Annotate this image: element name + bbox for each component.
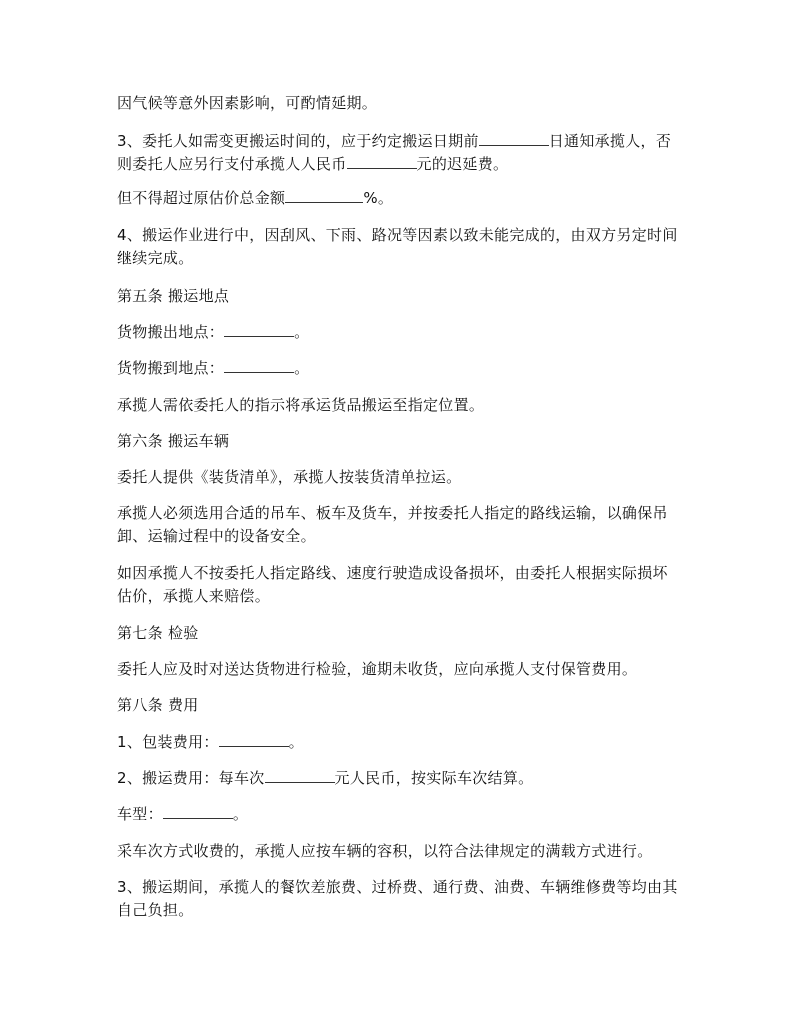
text: 。 bbox=[294, 323, 310, 341]
section-heading-7 bbox=[117, 622, 683, 645]
text: 第六条 搬运车辆 bbox=[117, 432, 230, 450]
blank-field[interactable] bbox=[285, 188, 363, 203]
text: 。 bbox=[232, 805, 249, 823]
paragraph-loading-list bbox=[117, 466, 683, 489]
text: 3、搬运期间，承揽人的餐饮差旅费、过桥费、通行费、油费、车辆维修费等均由其自己负担。 bbox=[117, 878, 678, 919]
text: 承揽人必须选用合适的吊车、板车及货车，并按委托人指定的路线运输，以确保吊卸、运输过程中的设备安全。 bbox=[117, 504, 668, 545]
text: 承揽人需依委托人的指示将承运货品搬运至指定位置。 bbox=[117, 396, 485, 414]
paragraph-inspection bbox=[117, 658, 683, 681]
paragraph-delay-weather bbox=[117, 92, 683, 115]
section-heading-6 bbox=[117, 430, 683, 453]
text: 。 bbox=[288, 733, 304, 751]
text: 2、搬运费用：每车次 bbox=[117, 769, 265, 787]
text: 4、搬运作业进行中，因刮风、下雨、路况等因素以致未能完成的，由双方另定时间继续完成。 bbox=[117, 226, 678, 267]
paragraph-expenses bbox=[117, 876, 683, 922]
paragraph-damage bbox=[117, 562, 683, 608]
text: 第五条 搬运地点 bbox=[117, 287, 230, 305]
text: 第七条 检验 bbox=[117, 624, 199, 642]
section-heading-8 bbox=[117, 694, 683, 717]
paragraph-vehicle-type bbox=[117, 803, 683, 826]
blank-field[interactable] bbox=[224, 322, 294, 337]
paragraph-change-time bbox=[117, 130, 683, 176]
paragraph-instructions bbox=[117, 394, 683, 417]
paragraph-full-load bbox=[117, 840, 683, 863]
text: 车型： bbox=[117, 805, 163, 823]
text: 货物搬出地点： bbox=[117, 323, 225, 341]
text: 元人民币，按实际车次结算。 bbox=[334, 769, 534, 787]
text: 采车次方式收费的，承揽人应按车辆的容积，以符合法律规定的满载方式进行。 bbox=[117, 842, 653, 860]
text: 1、包装费用： bbox=[117, 733, 219, 751]
blank-field[interactable] bbox=[219, 732, 289, 747]
text: 委托人应及时对送达货物进行检验，逾期未收货，应向承揽人支付保管费用。 bbox=[117, 660, 638, 678]
paragraph-packing-fee bbox=[117, 731, 683, 754]
text: 委托人提供《装货清单》，承揽人按装货清单拉运。 bbox=[117, 468, 462, 486]
section-heading-5 bbox=[117, 285, 683, 308]
text: 因气候等意外因素影响，可酌情延期。 bbox=[117, 94, 378, 112]
text: %。 bbox=[363, 189, 394, 207]
text: 元的迟延费。 bbox=[416, 155, 509, 173]
text: 3、委托人如需变更搬运时间的，应于约定搬运日期前 bbox=[117, 132, 479, 150]
paragraph-destination bbox=[117, 357, 683, 380]
blank-field[interactable] bbox=[479, 131, 549, 146]
paragraph-interruption bbox=[117, 224, 683, 270]
text: 。 bbox=[294, 359, 310, 377]
blank-field[interactable] bbox=[265, 768, 335, 783]
text: 如因承揽人不按委托人指定路线、速度行驶造成设备损坏，由委托人根据实际损坏估价，承揽人来赔偿。 bbox=[117, 564, 668, 605]
text: 但不得超过原估价总金额 bbox=[117, 189, 286, 207]
blank-field[interactable] bbox=[163, 804, 233, 819]
blank-field[interactable] bbox=[347, 154, 417, 169]
blank-field[interactable] bbox=[224, 358, 294, 373]
text: 第八条 费用 bbox=[117, 696, 199, 714]
paragraph-limit bbox=[117, 187, 683, 210]
text: 日通知承揽人，否则委托人应另行支付承揽人人民币 bbox=[117, 132, 672, 173]
paragraph-vehicles bbox=[117, 502, 683, 548]
text: 货物搬到地点： bbox=[117, 359, 225, 377]
paragraph-transport-fee bbox=[117, 767, 683, 790]
paragraph-origin bbox=[117, 321, 683, 344]
